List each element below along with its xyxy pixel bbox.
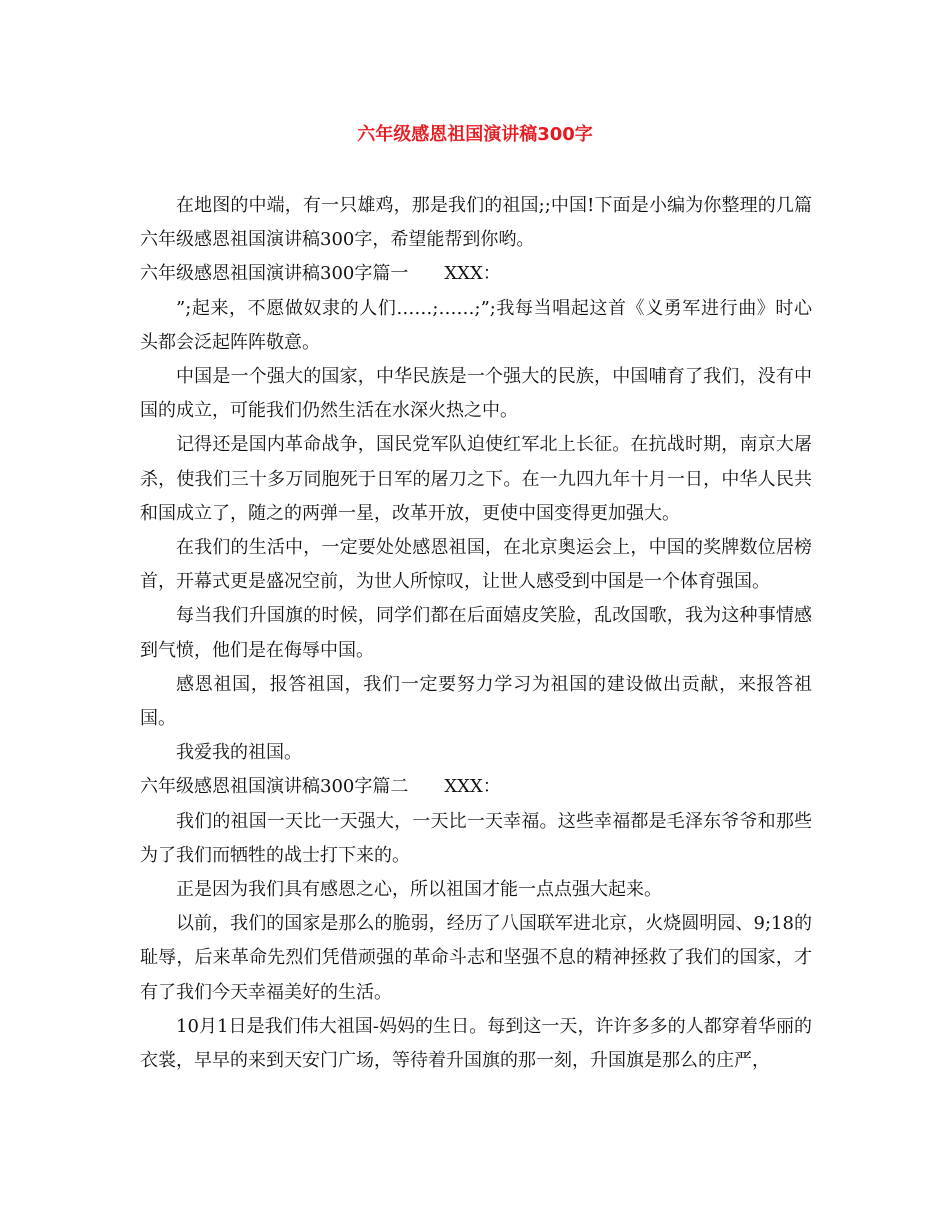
document-body (140, 189, 812, 1078)
paragraph: 每当我们升国旗的时候，同学们都在后面嬉皮笑脸，乱改国歌，我为这种事情感到气愤，他们是在侮辱中国。 (140, 605, 812, 661)
section-heading-title: 六年级感恩祖国演讲稿300字篇一 (140, 263, 409, 285)
paragraph: 我们的祖国一天比一天强大，一天比一天幸福。这些幸福都是毛泽东爷爷和那些为了我们而牺牲的战士打下来的。 (140, 810, 812, 866)
section-heading-author: XXX： (444, 263, 501, 285)
paragraph: 感恩祖国，报答祖国，我们一定要努力学习为祖国的建设做出贡献，来报答祖国。 (140, 673, 812, 730)
section-heading-author: XXX： (444, 776, 501, 798)
section-heading-title: 六年级感恩祖国演讲稿300字篇二 (140, 776, 409, 798)
paragraph: ”;起来，不愿做奴隶的人们……;……;”;我每当唱起这首《义勇军进行曲》时心头都会泛起阵阵敬意。 (140, 297, 812, 353)
paragraph: 正是因为我们具有感恩之心，所以祖国才能一点点强大起来。 (176, 879, 662, 901)
document-title: 六年级感恩祖国演讲稿300字 (357, 124, 593, 145)
paragraph: 10月1日是我们伟大祖国-妈妈的生日。每到这一天，许许多多的人都穿着华丽的衣裳，早早的来到天安门广场，等待着升国旗的那一刻，升国旗是那么的庄严， (140, 1015, 812, 1072)
section-heading-2 (140, 770, 812, 804)
paragraph-intro: 在地图的中端，有一只雄鸡，那是我们的祖国;;中国!下面是小编为你整理的几篇六年级感恩祖国演讲稿300字，希望能帮到你哟。 (140, 195, 812, 251)
paragraph: 记得还是国内革命战争，国民党军队迫使红军北上长征。在抗战时期，南京大屠杀，使我们三十多万同胞死于日军的屠刀之下。在一九四九年十月一日，中华人民共和国成立了，随之的两弹一星，改革开放，更使中国变得更加强大。 (140, 434, 812, 524)
paragraph: 在我们的生活中，一定要处处感恩祖国，在北京奥运会上，中国的奖牌数位居榜首，开幕式更是盛况空前，为世人所惊叹，让世人感受到中国是一个体育强国。 (140, 537, 812, 593)
paragraph: 中国是一个强大的国家，中华民族是一个强大的民族，中国哺育了我们，没有中国的成立，可能我们仍然生活在水深火热之中。 (140, 366, 812, 422)
paragraph: 以前，我们的国家是那么的脆弱，经历了八国联军进北京，火烧圆明园、9;18的耻辱，后来革命先烈们凭借顽强的革命斗志和坚强不息的精神拯救了我们的国家，才有了我们今天幸福美好的生活。 (140, 913, 812, 1003)
section-heading-1 (140, 257, 812, 291)
paragraph: 我爱我的祖国。 (176, 742, 302, 764)
